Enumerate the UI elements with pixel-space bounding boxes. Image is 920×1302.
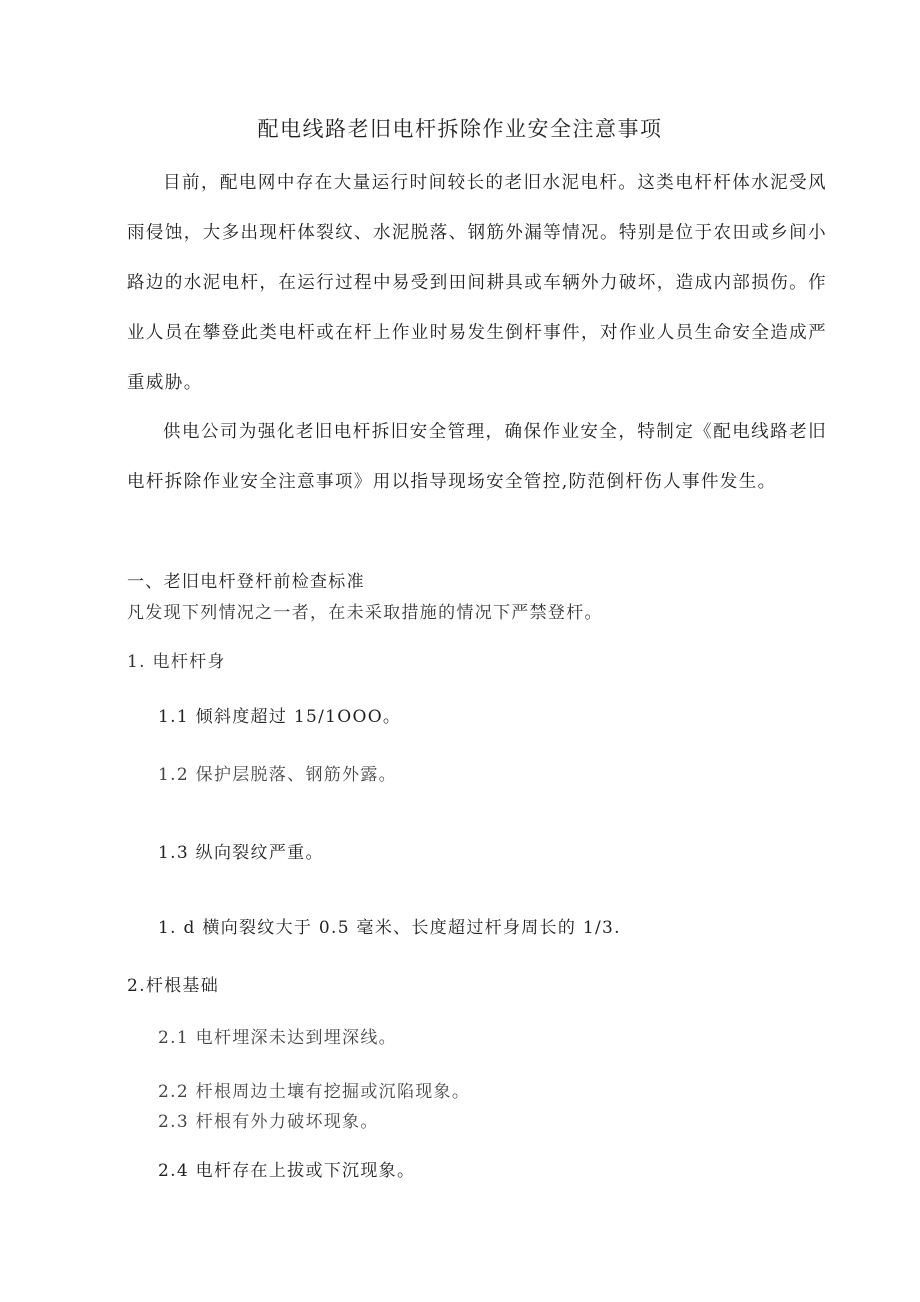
section-intro: 凡发现下列情况之一者，在未采取措施的情况下严禁登杆。	[127, 603, 603, 623]
list-item: 2.4 电杆存在上拔或下沉现象。	[158, 1161, 416, 1181]
list-item: 1.2 保护层脱落、钢筋外露。	[158, 765, 397, 785]
list-item: 1.1 倾斜度超过 15/1OOO。	[158, 707, 402, 727]
list-item: 1.3 纵向裂纹严重。	[158, 843, 324, 863]
purpose-paragraph: 供电公司为强化老旧电杆拆旧安全管理，确保作业安全，特制定《配电线路老旧电杆拆除作业安全注意事项》用以指导现场安全管控,防范倒杆伤人事件发生。	[127, 422, 827, 492]
list-item: 2.2 杆根周边土壤有挖掘或沉陷现象。	[158, 1082, 471, 1102]
list-item: 2.3 杆根有外力破坏现象。	[158, 1112, 379, 1132]
section-heading: 一、老旧电杆登杆前检查标准	[127, 572, 365, 592]
document-title: 配电线路老旧电杆拆除作业安全注意事项	[257, 117, 663, 141]
subsection-heading-pole-foundation: 2.杆根基础	[127, 976, 220, 996]
subsection-heading-pole-body: 1. 电杆杆身	[127, 652, 226, 672]
list-item: 2.1 电杆埋深未达到埋深线。	[158, 1028, 397, 1048]
intro-paragraph: 目前，配电网中存在大量运行时间较长的老旧水泥电杆。这类电杆杆体水泥受风雨侵蚀，大多出现杆体裂纹、水泥脱落、钢筋外漏等情况。特别是位于农田或乡间小路边的水泥电杆，在运行过程中易受到田间耕具或车辆外力破坏，造成内部损伤。作业人员在攀登此类电杆或在杆上作业时易发生倒杆事件，对作业人员生命安全造成严重威胁。	[127, 173, 827, 393]
list-item: 1. d 横向裂纹大于 0.5 毫米、长度超过杆身周长的 1/3.	[158, 918, 621, 938]
